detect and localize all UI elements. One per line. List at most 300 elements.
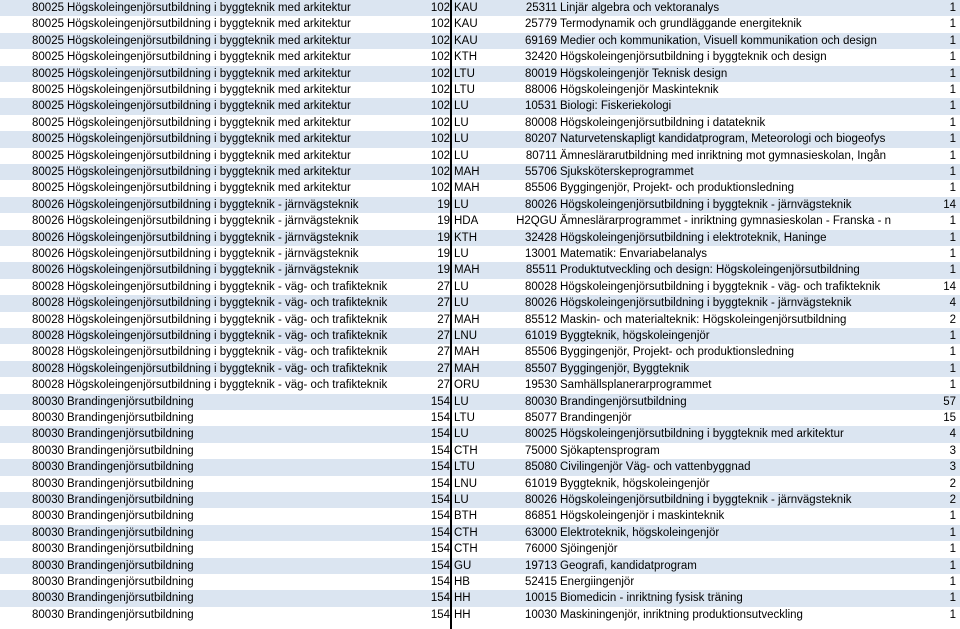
- university-code-cell[interactable]: KAU: [454, 18, 478, 31]
- target-program-code-cell[interactable]: 85506: [525, 346, 557, 359]
- source-program-code-cell[interactable]: 80030: [32, 477, 64, 490]
- source-program-code-cell[interactable]: 80028: [32, 362, 64, 375]
- transfer-count-cell[interactable]: 57: [943, 395, 956, 408]
- transfer-count-cell[interactable]: 1: [949, 346, 956, 359]
- table-row[interactable]: [0, 279, 960, 295]
- source-program-name-cell[interactable]: Högskoleingenjörsutbildning i byggteknik - järnvägsteknik: [67, 264, 359, 277]
- transfer-count-cell[interactable]: 1: [949, 526, 956, 539]
- university-code-cell[interactable]: CTH: [454, 444, 478, 457]
- target-program-name-cell[interactable]: Geografi, kandidatprogram: [560, 559, 697, 572]
- transfer-count-cell[interactable]: 1: [949, 100, 956, 113]
- table-row[interactable]: [0, 574, 960, 590]
- source-program-code-cell[interactable]: 80028: [32, 280, 64, 293]
- university-code-cell[interactable]: LNU: [454, 477, 478, 490]
- target-program-name-cell[interactable]: Elektroteknik, högskoleingenjör: [560, 526, 720, 539]
- target-program-name-cell[interactable]: Matematik: Envariabelanalys: [560, 248, 708, 260]
- table-row[interactable]: [0, 295, 960, 311]
- target-program-code-cell[interactable]: 63000: [525, 526, 557, 539]
- target-program-code-cell[interactable]: 19530: [525, 379, 557, 392]
- target-program-name-cell[interactable]: Högskoleingenjörsutbildning i byggteknik med arkitektur: [560, 428, 844, 441]
- target-program-name-cell[interactable]: Brandingenjör: [560, 412, 632, 424]
- university-code-cell[interactable]: GU: [454, 559, 472, 572]
- source-program-name-cell[interactable]: Högskoleingenjörsutbildning i byggteknik med arkitektur: [67, 51, 351, 64]
- source-program-code-cell[interactable]: 80028: [32, 297, 64, 310]
- table-row[interactable]: [0, 377, 960, 393]
- transfer-count-cell[interactable]: 1: [949, 231, 956, 244]
- target-program-code-cell[interactable]: 19713: [525, 559, 557, 572]
- source-program-name-cell[interactable]: Högskoleingenjörsutbildning i byggteknik med arkitektur: [67, 67, 351, 80]
- table-row[interactable]: [0, 246, 960, 262]
- target-program-code-cell[interactable]: 52415: [525, 576, 557, 588]
- applicant-count-cell[interactable]: 102: [430, 116, 450, 129]
- applicant-count-cell[interactable]: 102: [430, 166, 450, 178]
- source-program-code-cell[interactable]: 80025: [32, 100, 64, 113]
- applicant-count-cell[interactable]: 154: [430, 444, 450, 457]
- applicant-count-cell[interactable]: 154: [430, 395, 450, 408]
- university-code-cell[interactable]: LU: [454, 100, 469, 113]
- table-row[interactable]: [0, 131, 960, 147]
- source-program-code-cell[interactable]: 80026: [32, 248, 64, 260]
- target-program-code-cell[interactable]: 76000: [525, 543, 557, 556]
- source-program-name-cell[interactable]: Brandingenjörsutbildning: [67, 412, 194, 424]
- table-row[interactable]: [0, 33, 960, 49]
- source-program-name-cell[interactable]: Högskoleingenjörsutbildning i byggteknik - väg- och trafikteknik: [67, 379, 388, 392]
- source-program-name-cell[interactable]: Brandingenjörsutbildning: [67, 494, 194, 506]
- target-program-name-cell[interactable]: Biologi: Fiskeriekologi: [560, 100, 672, 113]
- target-program-code-cell[interactable]: 86851: [525, 510, 557, 523]
- transfer-count-cell[interactable]: 1: [949, 133, 956, 146]
- source-program-code-cell[interactable]: 80030: [32, 608, 64, 621]
- target-program-code-cell[interactable]: 55706: [525, 166, 557, 178]
- target-program-name-cell[interactable]: Byggteknik, högskoleingenjör: [560, 477, 710, 490]
- university-code-cell[interactable]: LTU: [454, 67, 475, 80]
- source-program-name-cell[interactable]: Brandingenjörsutbildning: [67, 576, 194, 588]
- university-code-cell[interactable]: HDA: [454, 215, 479, 228]
- applicant-count-cell[interactable]: 27: [437, 330, 450, 342]
- target-program-code-cell[interactable]: H2QGU: [516, 215, 557, 228]
- source-program-code-cell[interactable]: 80025: [32, 18, 64, 31]
- university-code-cell[interactable]: KAU: [454, 2, 478, 14]
- table-row[interactable]: [0, 262, 960, 278]
- transfer-count-cell[interactable]: 1: [949, 116, 956, 129]
- source-program-name-cell[interactable]: Högskoleingenjörsutbildning i byggteknik - järnvägsteknik: [67, 215, 359, 228]
- table-row[interactable]: [0, 443, 960, 459]
- transfer-count-cell[interactable]: 4: [949, 297, 956, 310]
- source-program-code-cell[interactable]: 80030: [32, 412, 64, 424]
- applicant-count-cell[interactable]: 154: [430, 510, 450, 523]
- table-row[interactable]: [0, 0, 960, 16]
- source-program-name-cell[interactable]: Högskoleingenjörsutbildning i byggteknik - väg- och trafikteknik: [67, 362, 388, 375]
- university-code-cell[interactable]: BTH: [454, 510, 477, 523]
- table-row[interactable]: [0, 607, 960, 623]
- university-code-cell[interactable]: CTH: [454, 526, 478, 539]
- university-code-cell[interactable]: LU: [454, 428, 469, 441]
- target-program-name-cell[interactable]: Sjökaptensprogram: [560, 444, 660, 457]
- target-program-code-cell[interactable]: 85077: [525, 412, 557, 424]
- source-program-code-cell[interactable]: 80025: [32, 133, 64, 146]
- source-program-name-cell[interactable]: Högskoleingenjörsutbildning i byggteknik med arkitektur: [67, 34, 351, 47]
- university-code-cell[interactable]: LU: [454, 248, 469, 260]
- university-code-cell[interactable]: KTH: [454, 51, 477, 64]
- university-code-cell[interactable]: ORU: [454, 379, 480, 392]
- transfer-count-cell[interactable]: 1: [949, 18, 956, 31]
- university-code-cell[interactable]: LU: [454, 149, 469, 162]
- table-row[interactable]: [0, 590, 960, 606]
- source-program-code-cell[interactable]: 80028: [32, 330, 64, 342]
- applicant-count-cell[interactable]: 154: [430, 526, 450, 539]
- university-code-cell[interactable]: LU: [454, 280, 469, 293]
- source-program-code-cell[interactable]: 80030: [32, 592, 64, 605]
- applicant-count-cell[interactable]: 19: [437, 215, 450, 228]
- target-program-code-cell[interactable]: 25311: [525, 2, 557, 14]
- table-row[interactable]: [0, 49, 960, 65]
- university-code-cell[interactable]: MAH: [454, 362, 480, 375]
- table-row[interactable]: [0, 328, 960, 344]
- source-program-code-cell[interactable]: 80026: [32, 215, 64, 228]
- target-program-name-cell[interactable]: Energiingenjör: [560, 576, 635, 588]
- target-program-code-cell[interactable]: 85080: [525, 461, 557, 474]
- target-program-code-cell[interactable]: 32420: [525, 51, 557, 64]
- target-program-name-cell[interactable]: Högskoleingenjör Maskinteknik: [560, 84, 719, 96]
- transfer-count-cell[interactable]: 1: [949, 330, 956, 342]
- transfer-count-cell[interactable]: 15: [943, 412, 956, 424]
- target-program-name-cell[interactable]: Högskoleingenjörsutbildning i byggteknik - järnvägsteknik: [560, 198, 852, 211]
- university-code-cell[interactable]: LNU: [454, 330, 478, 342]
- target-program-name-cell[interactable]: Ämneslärarprogrammet - inriktning gymnasieskolan - Franska - n: [560, 215, 892, 228]
- target-program-code-cell[interactable]: 85511: [525, 264, 557, 277]
- target-program-code-cell[interactable]: 80207: [525, 133, 557, 146]
- transfer-count-cell[interactable]: 1: [949, 182, 956, 195]
- target-program-code-cell[interactable]: 80030: [525, 395, 557, 408]
- source-program-code-cell[interactable]: 80026: [32, 264, 64, 277]
- source-program-name-cell[interactable]: Brandingenjörsutbildning: [67, 510, 194, 523]
- applicant-count-cell[interactable]: 154: [430, 461, 450, 474]
- transfer-count-cell[interactable]: 1: [949, 34, 956, 47]
- target-program-name-cell[interactable]: Brandingenjörsutbildning: [560, 395, 687, 408]
- target-program-name-cell[interactable]: Linjär algebra och vektoranalys: [560, 2, 720, 14]
- source-program-name-cell[interactable]: Högskoleingenjörsutbildning i byggteknik - järnvägsteknik: [67, 231, 359, 244]
- university-code-cell[interactable]: LTU: [454, 84, 475, 96]
- transfer-count-cell[interactable]: 1: [949, 576, 956, 588]
- applicant-count-cell[interactable]: 102: [430, 51, 450, 64]
- transfer-count-cell[interactable]: 2: [949, 313, 956, 326]
- source-program-name-cell[interactable]: Högskoleingenjörsutbildning i byggteknik - väg- och trafikteknik: [67, 280, 388, 293]
- university-code-cell[interactable]: MAH: [454, 264, 480, 277]
- source-program-name-cell[interactable]: Högskoleingenjörsutbildning i byggteknik - väg- och trafikteknik: [67, 313, 388, 326]
- source-program-code-cell[interactable]: 80030: [32, 395, 64, 408]
- source-program-name-cell[interactable]: Brandingenjörsutbildning: [67, 428, 194, 441]
- applicant-count-cell[interactable]: 154: [430, 412, 450, 424]
- applicant-count-cell[interactable]: 19: [437, 231, 450, 244]
- target-program-code-cell[interactable]: 69169: [525, 34, 557, 47]
- applicant-count-cell[interactable]: 102: [430, 133, 450, 146]
- target-program-name-cell[interactable]: Högskoleingenjörsutbildning i elektroteknik, Haninge: [560, 231, 827, 244]
- source-program-name-cell[interactable]: Brandingenjörsutbildning: [67, 477, 194, 490]
- applicant-count-cell[interactable]: 154: [430, 559, 450, 572]
- source-program-code-cell[interactable]: 80025: [32, 67, 64, 80]
- source-program-code-cell[interactable]: 80030: [32, 510, 64, 523]
- source-program-name-cell[interactable]: Brandingenjörsutbildning: [67, 526, 194, 539]
- transfer-count-cell[interactable]: 1: [949, 559, 956, 572]
- source-program-code-cell[interactable]: 80026: [32, 231, 64, 244]
- table-row[interactable]: [0, 197, 960, 213]
- table-row[interactable]: [0, 180, 960, 196]
- target-program-code-cell[interactable]: 85506: [525, 182, 557, 195]
- source-program-name-cell[interactable]: Brandingenjörsutbildning: [67, 444, 194, 457]
- table-row[interactable]: [0, 492, 960, 508]
- target-program-code-cell[interactable]: 80026: [525, 198, 557, 211]
- source-program-code-cell[interactable]: 80025: [32, 51, 64, 64]
- source-program-code-cell[interactable]: 80025: [32, 2, 64, 14]
- transfer-count-cell[interactable]: 4: [949, 428, 956, 441]
- target-program-code-cell[interactable]: 61019: [525, 477, 557, 490]
- applicant-count-cell[interactable]: 102: [430, 149, 450, 162]
- source-program-code-cell[interactable]: 80030: [32, 576, 64, 588]
- target-program-code-cell[interactable]: 61019: [525, 330, 557, 342]
- target-program-code-cell[interactable]: 10030: [525, 608, 557, 621]
- source-program-code-cell[interactable]: 80025: [32, 166, 64, 178]
- source-program-code-cell[interactable]: 80030: [32, 428, 64, 441]
- target-program-name-cell[interactable]: Högskoleingenjör Teknisk design: [560, 67, 728, 80]
- target-program-name-cell[interactable]: Medier och kommunikation, Visuell kommunikation och design: [560, 34, 877, 47]
- applicant-count-cell[interactable]: 154: [430, 592, 450, 605]
- table-row[interactable]: [0, 525, 960, 541]
- target-program-code-cell[interactable]: 75000: [525, 444, 557, 457]
- target-program-code-cell[interactable]: 80711: [525, 149, 557, 162]
- source-program-code-cell[interactable]: 80030: [32, 444, 64, 457]
- source-program-code-cell[interactable]: 80025: [32, 116, 64, 129]
- target-program-code-cell[interactable]: 10531: [525, 100, 557, 113]
- source-program-code-cell[interactable]: 80028: [32, 313, 64, 326]
- university-code-cell[interactable]: HH: [454, 592, 471, 605]
- applicant-count-cell[interactable]: 19: [437, 264, 450, 277]
- table-row[interactable]: [0, 344, 960, 360]
- university-code-cell[interactable]: LU: [454, 133, 469, 146]
- transfer-count-cell[interactable]: 3: [949, 461, 956, 474]
- university-code-cell[interactable]: LU: [454, 198, 469, 211]
- transfer-count-cell[interactable]: 2: [949, 494, 956, 506]
- source-program-code-cell[interactable]: 80030: [32, 559, 64, 572]
- target-program-name-cell[interactable]: Högskoleingenjörsutbildning i byggteknik - väg- och trafikteknik: [560, 280, 881, 293]
- source-program-code-cell[interactable]: 80028: [32, 346, 64, 359]
- applicant-count-cell[interactable]: 27: [437, 297, 450, 310]
- target-program-code-cell[interactable]: 80019: [525, 67, 557, 80]
- source-program-name-cell[interactable]: Högskoleingenjörsutbildning i byggteknik med arkitektur: [67, 18, 351, 31]
- transfer-count-cell[interactable]: 14: [943, 280, 956, 293]
- applicant-count-cell[interactable]: 102: [430, 18, 450, 31]
- target-program-code-cell[interactable]: 13001: [525, 248, 557, 260]
- applicant-count-cell[interactable]: 154: [430, 576, 450, 588]
- table-row[interactable]: [0, 82, 960, 98]
- source-program-name-cell[interactable]: Brandingenjörsutbildning: [67, 559, 194, 572]
- target-program-name-cell[interactable]: Byggingenjör, Projekt- och produktionsledning: [560, 346, 794, 359]
- source-program-name-cell[interactable]: Brandingenjörsutbildning: [67, 543, 194, 556]
- target-program-name-cell[interactable]: Sjuksköterskeprogrammet: [560, 166, 694, 178]
- source-program-name-cell[interactable]: Brandingenjörsutbildning: [67, 592, 194, 605]
- target-program-name-cell[interactable]: Högskoleingenjörsutbildning i byggteknik - järnvägsteknik: [560, 297, 852, 310]
- transfer-count-cell[interactable]: 2: [949, 477, 956, 490]
- table-row[interactable]: [0, 148, 960, 164]
- target-program-name-cell[interactable]: Högskoleingenjörsutbildning i byggteknik och design: [560, 51, 827, 64]
- source-program-code-cell[interactable]: 80026: [32, 198, 64, 211]
- transfer-count-cell[interactable]: 3: [949, 444, 956, 457]
- target-program-name-cell[interactable]: Byggteknik, högskoleingenjör: [560, 330, 710, 342]
- source-program-name-cell[interactable]: Högskoleingenjörsutbildning i byggteknik med arkitektur: [67, 166, 351, 178]
- source-program-name-cell[interactable]: Brandingenjörsutbildning: [67, 395, 194, 408]
- applicant-count-cell[interactable]: 102: [430, 67, 450, 80]
- table-row[interactable]: [0, 558, 960, 574]
- target-program-name-cell[interactable]: Maskin- och materialteknik: Högskoleingenjörsutbildning: [560, 313, 847, 326]
- target-program-name-cell[interactable]: Sjöingenjör: [560, 543, 618, 556]
- target-program-code-cell[interactable]: 88006: [525, 84, 557, 96]
- source-program-code-cell[interactable]: 80025: [32, 34, 64, 47]
- applicant-count-cell[interactable]: 102: [430, 2, 450, 14]
- university-code-cell[interactable]: KAU: [454, 34, 478, 47]
- university-code-cell[interactable]: LTU: [454, 412, 475, 424]
- table-row[interactable]: [0, 115, 960, 131]
- university-code-cell[interactable]: CTH: [454, 543, 478, 556]
- table-row[interactable]: [0, 98, 960, 114]
- transfer-count-cell[interactable]: 1: [949, 67, 956, 80]
- source-program-code-cell[interactable]: 80030: [32, 526, 64, 539]
- applicant-count-cell[interactable]: 27: [437, 346, 450, 359]
- transfer-count-cell[interactable]: 1: [949, 2, 956, 14]
- target-program-code-cell[interactable]: 85507: [525, 362, 557, 375]
- university-code-cell[interactable]: HH: [454, 608, 471, 621]
- source-program-name-cell[interactable]: Högskoleingenjörsutbildning i byggteknik - väg- och trafikteknik: [67, 330, 388, 342]
- table-row[interactable]: [0, 361, 960, 377]
- source-program-name-cell[interactable]: Högskoleingenjörsutbildning i byggteknik - järnvägsteknik: [67, 248, 359, 260]
- university-code-cell[interactable]: MAH: [454, 346, 480, 359]
- target-program-code-cell[interactable]: 10015: [525, 592, 557, 605]
- applicant-count-cell[interactable]: 102: [430, 182, 450, 195]
- table-row[interactable]: [0, 213, 960, 229]
- source-program-name-cell[interactable]: Brandingenjörsutbildning: [67, 461, 194, 474]
- university-code-cell[interactable]: LU: [454, 297, 469, 310]
- transfer-count-cell[interactable]: 1: [949, 379, 956, 392]
- source-program-name-cell[interactable]: Högskoleingenjörsutbildning i byggteknik - järnvägsteknik: [67, 198, 359, 211]
- source-program-code-cell[interactable]: 80030: [32, 494, 64, 506]
- transfer-count-cell[interactable]: 1: [949, 362, 956, 375]
- university-code-cell[interactable]: MAH: [454, 166, 480, 178]
- source-program-name-cell[interactable]: Högskoleingenjörsutbildning i byggteknik med arkitektur: [67, 84, 351, 96]
- university-code-cell[interactable]: HB: [454, 576, 470, 588]
- transfer-count-cell[interactable]: 14: [943, 198, 956, 211]
- source-program-code-cell[interactable]: 80030: [32, 461, 64, 474]
- table-row[interactable]: [0, 476, 960, 492]
- university-code-cell[interactable]: LU: [454, 116, 469, 129]
- target-program-name-cell[interactable]: Byggingenjör, Byggteknik: [560, 362, 690, 375]
- applicant-count-cell[interactable]: 27: [437, 379, 450, 392]
- table-row[interactable]: [0, 230, 960, 246]
- target-program-code-cell[interactable]: 80028: [525, 280, 557, 293]
- source-program-name-cell[interactable]: Högskoleingenjörsutbildning i byggteknik - väg- och trafikteknik: [67, 297, 388, 310]
- applicant-count-cell[interactable]: 19: [437, 198, 450, 211]
- table-row[interactable]: [0, 459, 960, 475]
- target-program-code-cell[interactable]: 25779: [525, 18, 557, 31]
- source-program-name-cell[interactable]: Högskoleingenjörsutbildning i byggteknik med arkitektur: [67, 2, 351, 14]
- target-program-code-cell[interactable]: 32428: [525, 231, 557, 244]
- applicant-count-cell[interactable]: 154: [430, 477, 450, 490]
- target-program-name-cell[interactable]: Termodynamik och grundläggande energiteknik: [560, 18, 802, 31]
- transfer-count-cell[interactable]: 1: [949, 166, 956, 178]
- source-program-code-cell[interactable]: 80028: [32, 379, 64, 392]
- target-program-name-cell[interactable]: Högskoleingenjörsutbildning i datateknik: [560, 116, 766, 129]
- source-program-name-cell[interactable]: Högskoleingenjörsutbildning i byggteknik med arkitektur: [67, 100, 351, 113]
- table-row[interactable]: [0, 164, 960, 180]
- table-row[interactable]: [0, 394, 960, 410]
- table-row[interactable]: [0, 410, 960, 426]
- applicant-count-cell[interactable]: 154: [430, 608, 450, 621]
- transfer-count-cell[interactable]: 1: [949, 215, 956, 228]
- source-program-code-cell[interactable]: 80030: [32, 543, 64, 556]
- university-code-cell[interactable]: LU: [454, 494, 469, 506]
- transfer-count-cell[interactable]: 1: [949, 149, 956, 162]
- target-program-code-cell[interactable]: 80026: [525, 494, 557, 506]
- target-program-name-cell[interactable]: Maskiningenjör, inriktning produktionsutveckling: [560, 608, 803, 621]
- applicant-count-cell[interactable]: 102: [430, 84, 450, 96]
- applicant-count-cell[interactable]: 154: [430, 428, 450, 441]
- applicant-count-cell[interactable]: 19: [437, 248, 450, 260]
- target-program-name-cell[interactable]: Biomedicin - inriktning fysisk träning: [560, 592, 743, 605]
- target-program-code-cell[interactable]: 80026: [525, 297, 557, 310]
- applicant-count-cell[interactable]: 27: [437, 313, 450, 326]
- university-code-cell[interactable]: KTH: [454, 231, 477, 244]
- source-program-code-cell[interactable]: 80025: [32, 182, 64, 195]
- source-program-code-cell[interactable]: 80025: [32, 149, 64, 162]
- target-program-code-cell[interactable]: 80008: [525, 116, 557, 129]
- transfer-count-cell[interactable]: 1: [949, 84, 956, 96]
- applicant-count-cell[interactable]: 102: [430, 100, 450, 113]
- transfer-count-cell[interactable]: 1: [949, 264, 956, 277]
- table-row[interactable]: [0, 16, 960, 32]
- target-program-code-cell[interactable]: 85512: [525, 313, 557, 326]
- table-row[interactable]: [0, 312, 960, 328]
- transfer-count-cell[interactable]: 1: [949, 543, 956, 556]
- transfer-count-cell[interactable]: 1: [949, 51, 956, 64]
- university-code-cell[interactable]: MAH: [454, 313, 480, 326]
- source-program-code-cell[interactable]: 80025: [32, 84, 64, 96]
- target-program-name-cell[interactable]: Byggingenjör, Projekt- och produktionsledning: [560, 182, 794, 195]
- transfer-count-cell[interactable]: 1: [949, 248, 956, 260]
- target-program-name-cell[interactable]: Högskoleingenjörsutbildning i byggteknik - järnvägsteknik: [560, 494, 852, 506]
- source-program-name-cell[interactable]: Högskoleingenjörsutbildning i byggteknik med arkitektur: [67, 116, 351, 129]
- university-code-cell[interactable]: LTU: [454, 461, 475, 474]
- target-program-name-cell[interactable]: Civilingenjör Väg- och vattenbyggnad: [560, 461, 751, 474]
- source-program-name-cell[interactable]: Högskoleingenjörsutbildning i byggteknik - väg- och trafikteknik: [67, 346, 388, 359]
- transfer-count-cell[interactable]: 1: [949, 510, 956, 523]
- source-program-name-cell[interactable]: Högskoleingenjörsutbildning i byggteknik med arkitektur: [67, 149, 351, 162]
- applicant-count-cell[interactable]: 27: [437, 280, 450, 293]
- applicant-count-cell[interactable]: 154: [430, 543, 450, 556]
- target-program-name-cell[interactable]: Högskoleingenjör i maskinteknik: [560, 510, 725, 523]
- applicant-count-cell[interactable]: 27: [437, 362, 450, 375]
- table-row[interactable]: [0, 426, 960, 442]
- applicant-count-cell[interactable]: 102: [430, 34, 450, 47]
- applicant-count-cell[interactable]: 154: [430, 494, 450, 506]
- target-program-name-cell[interactable]: Naturvetenskapligt kandidatprogram, Meteorologi och biogeofys: [560, 133, 886, 146]
- table-row[interactable]: [0, 541, 960, 557]
- transfer-count-cell[interactable]: 1: [949, 592, 956, 605]
- table-row[interactable]: [0, 508, 960, 524]
- source-program-name-cell[interactable]: Brandingenjörsutbildning: [67, 608, 194, 621]
- university-code-cell[interactable]: LU: [454, 395, 469, 408]
- source-program-name-cell[interactable]: Högskoleingenjörsutbildning i byggteknik med arkitektur: [67, 133, 351, 146]
- target-program-name-cell[interactable]: Samhällsplanerarprogrammet: [560, 379, 712, 392]
- transfer-count-cell[interactable]: 1: [949, 608, 956, 621]
- table-row[interactable]: [0, 66, 960, 82]
- target-program-name-cell[interactable]: Produktutveckling och design: Högskoleingenjörsutbildning: [560, 264, 860, 277]
